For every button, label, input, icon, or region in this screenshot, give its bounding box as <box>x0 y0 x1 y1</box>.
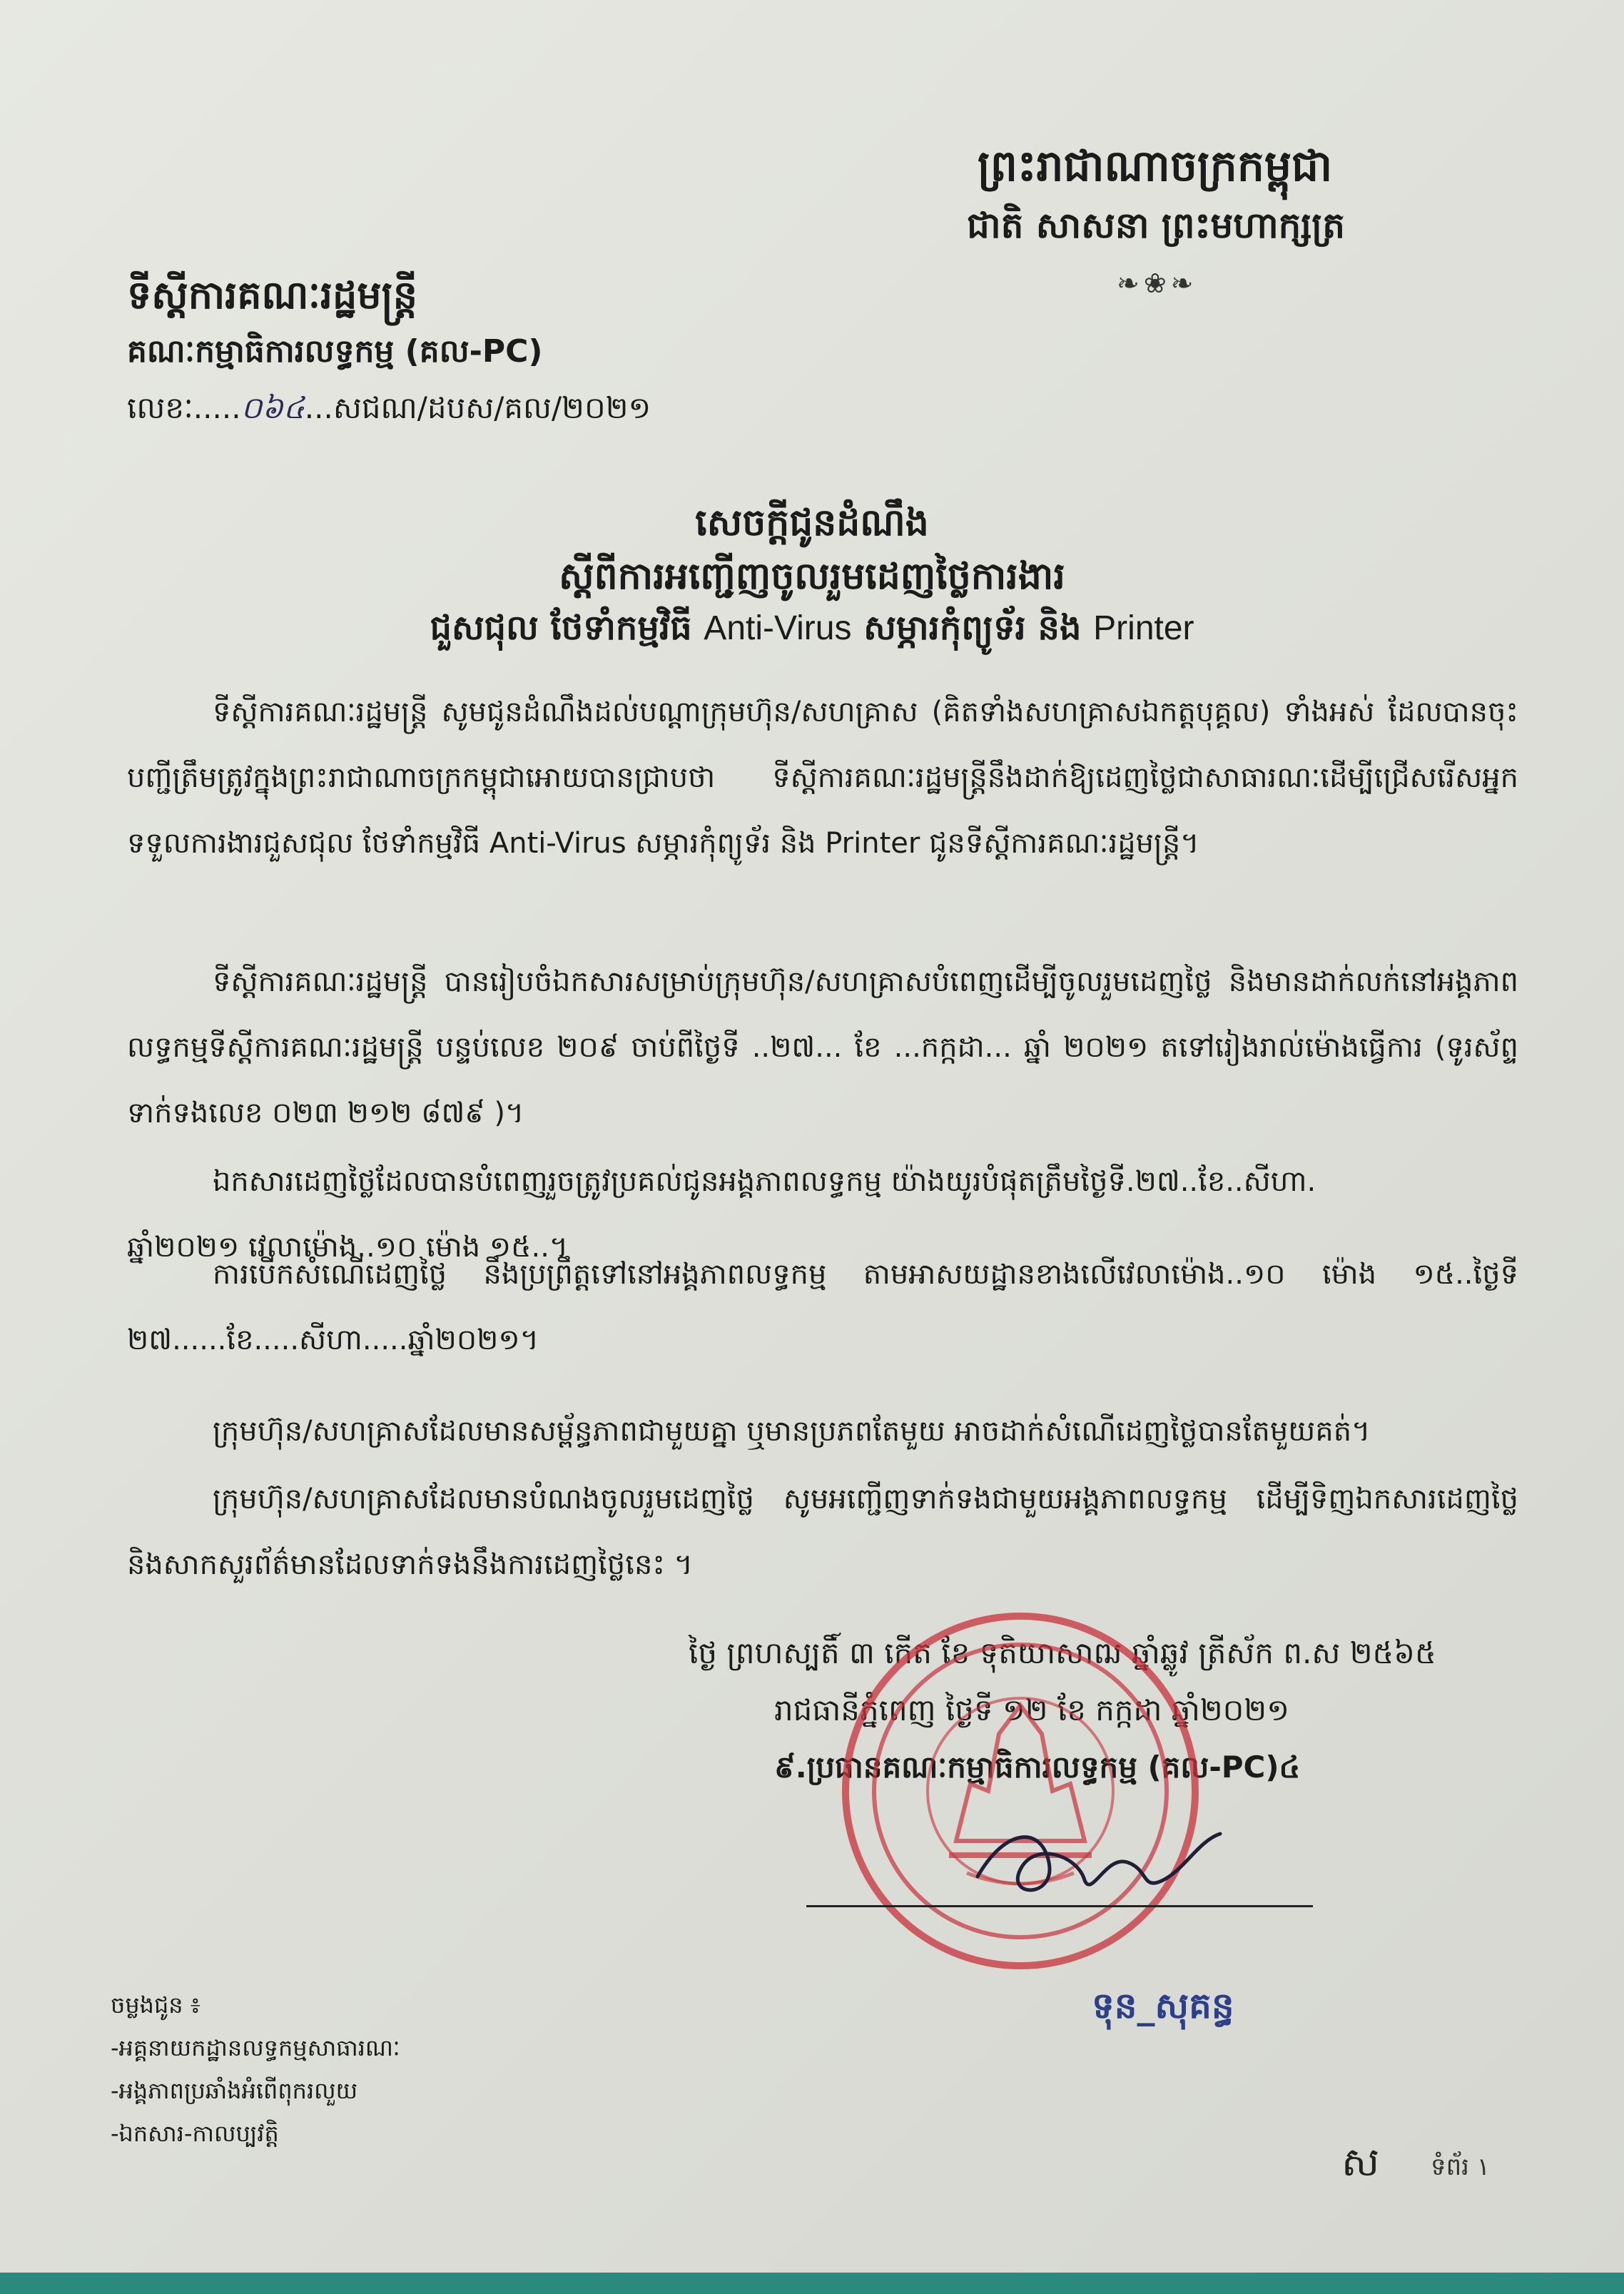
desk-edge <box>0 2273 1624 2294</box>
paragraph-contact: ក្រុមហ៊ុន/សហគ្រាសដែលមានបំណងចូលរួមដេញថ្លៃ សូមអញ្ជើញទាក់ទងជាមួយអង្គភាពលទ្ធកម្ម ដើម្បីទិញឯកសារដេញថ្លៃ និងសាកសួរព័ត៌មានដែលទាក់ទងនឹងការដេញថ្លៃនេះ ។ <box>127 1483 1518 1581</box>
cc-item: -ឯកសារ-កាលប្បវត្តិ <box>111 2120 279 2147</box>
ref-number-handwritten: ០៦៤ <box>240 390 305 425</box>
signer-name: ទុន_សុគន្ធ <box>1092 1985 1234 2026</box>
deadline-line2: ឆ្នាំ២០២១ វេលាម៉ោង..១០ ម៉ោង ១៥..។ <box>127 1231 569 1264</box>
handwritten-signature-icon <box>963 1812 1234 1912</box>
cc-heading: ចម្លងជូន ៖ <box>111 1991 201 2019</box>
paragraph-single-bid: ក្រុមហ៊ុន/សហគ្រាសដែលមានសម្ព័ន្ធភាពជាមួយគ្នា ឬមានប្រភពតែមួយ អាចដាក់សំណើដេញថ្លៃបានតែមួយគត់។ <box>213 1415 1371 1448</box>
paragraph-announcement: ទីស្តីការគណៈរដ្ឋមន្ត្រី សូមជូនដំណឹងដល់បណ្តាក្រុមហ៊ុន/សហគ្រាស (គិតទាំងសហគ្រាសឯកត្តបុគ្គល) ទាំងអស់ ដែលបានចុះបញ្ជីត្រឹមត្រូវក្នុងព្រះរាជាណាចក្រកម្ពុជាអោយបានជ្រាបថា ទីស្តីការគណៈរដ្ឋមន្ត្រីនឹងដាក់ឱ្យដេញថ្លៃជាសាធារណៈដើម្បីជ្រើសរើសអ្នកទទួលការងារជួសជុល ថែទាំកម្មវិធី Anti-Virus សម្ភារកុំព្យូទ័រ និង Printer ជូនទីស្តីការគណៈរដ្ឋមន្ត្រី។ <box>127 696 1518 860</box>
national-motto: ជាតិ សាសនា ព្រះមហាក្សត្រ <box>967 205 1345 246</box>
signature-line <box>806 1905 1313 1907</box>
issuing-office: ទីស្តីការគណៈរដ្ឋមន្ត្រី <box>127 273 417 318</box>
notice-subject: ស្តីពីការអញ្ជើញចូលរួមដេញថ្លៃការងារ <box>559 555 1065 598</box>
kingdom-heading: ព្រះរាជាណាចក្រកម្ពុជា <box>978 141 1333 191</box>
ref-suffix: ...សជណ/ដបស/គល/២០២១ <box>304 390 651 425</box>
deadline-line1: ឯកសារដេញថ្លៃដែលបានបំពេញរួចត្រូវប្រគល់ជូនអង្គភាពលទ្ធកម្ម យ៉ាងយូរបំផុតត្រឹមថ្ងៃទី.២៧..ខែ..សីហា. <box>213 1165 1316 1198</box>
scope-antivirus: Anti-Virus <box>704 609 852 647</box>
ref-prefix: លេខៈ..... <box>127 390 241 425</box>
place-and-date: រាជធានីភ្នំពេញ ថ្ងៃទី ១២ ខែ កក្កដា ឆ្នាំ២០២១ <box>774 1692 1289 1727</box>
notice-scope <box>0 607 1624 656</box>
official-stamp-icon <box>835 1605 1206 1976</box>
ornament-divider: ❧❀❧ <box>1117 268 1198 299</box>
lunar-date: ថ្ងៃ ព្រហស្បតិ៍ ៣ កើត ខែ ទុតិយាសាឍ ឆ្នាំឆ្លូវ ត្រីស័ក ព.ស ២៥៦៥ <box>689 1635 1436 1670</box>
cc-item: -អង្គភាពប្រឆាំងអំពើពុករលួយ <box>111 2077 358 2104</box>
initials-mark: ស <box>1341 2139 1380 2186</box>
scope-text-a: ជួសជុល ថែទាំកម្មវិធី <box>430 608 692 648</box>
paragraph-documents: ទីស្តីការគណៈរដ្ឋមន្ត្រី បានរៀបចំឯកសារសម្រាប់ក្រុមហ៊ុន/សហគ្រាសបំពេញដើម្បីចូលរួមដេញថ្លៃ និងមានដាក់លក់នៅអង្គភាពលទ្ធកម្មទីស្តីការគណៈរដ្ឋមន្ត្រី បន្ទប់លេខ ២០៩ ចាប់ពីថ្ងៃទី ..២៧... ខែ ...កក្កដា... ឆ្នាំ ២០២១ តទៅរៀងរាល់ម៉ោងធ្វើការ (ទូរស័ព្ទទាក់ទងលេខ ០២៣ ២១២ ៨៧៩ )។ <box>127 965 1518 1130</box>
scope-printer: Printer <box>1093 609 1194 647</box>
signer-title: ៩.ប្រធានគណៈកម្មាធិការលទ្ធកម្ម (គល-PC)៤ <box>774 1750 1301 1785</box>
scope-text-b: សម្ភារកុំព្យូទ័រ និង <box>863 608 1082 648</box>
cc-item: -អគ្គនាយកដ្ឋានលទ្ធកម្មសាធារណៈ <box>111 2034 400 2061</box>
page-label: ទំព័រ ١ <box>1431 2153 1491 2181</box>
committee-name: គណៈកម្មាធិការលទ្ធកម្ម (គល-PC) <box>127 333 543 370</box>
reference-number <box>127 389 651 433</box>
notice-title: សេចក្តីជូនដំណឹង <box>695 502 929 544</box>
paragraph-opening: ការបើកសំណើដេញថ្លៃ នឹងប្រព្រឹត្តទៅនៅអង្គភាពលទ្ធកម្ម តាមអាសយដ្ឋានខាងលើវេលាម៉ោង..១០ ម៉ោង ១៥..ថ្ងៃទី ២៧......ខែ.....សីហា.....ឆ្នាំ២០២១។ <box>127 1258 1518 1356</box>
